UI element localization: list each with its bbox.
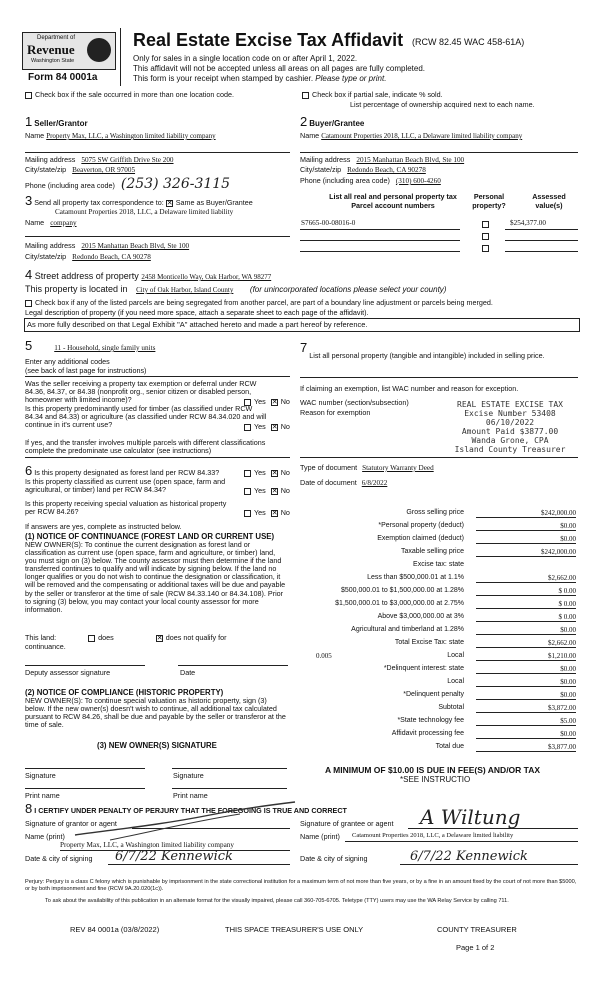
stamp-l4: Amount Paid $3877.00 — [461, 427, 559, 436]
perjury-note: Perjury: Perjury is a class C felony which is punishable by imprisonment in the state correctional institution for a maximum term of not more than five years, or by a fine in an amount fixed by the court of not more than $5000, or by both imprisonment and fine (RCW 9A.20.020(1c)). — [25, 879, 577, 892]
stamp-l2: Excise Number 53408 — [464, 409, 556, 418]
treasurer-stamp — [450, 400, 570, 454]
rcw-ref: (RCW 82.45 WAC 458-61A) — [412, 37, 525, 47]
grantor-signature-svg — [70, 800, 300, 845]
grantor-date-city[interactable]: 6/7/22 Kennewick — [115, 849, 233, 864]
seller-mailing-label: Mailing address — [25, 155, 76, 164]
section-number: 3 — [25, 193, 33, 208]
seller-mailing[interactable]: 5075 SW Griffith Drive Ste 200 — [81, 156, 174, 164]
doc-date-row — [300, 478, 387, 487]
does-not-label: does not qualify for — [165, 633, 227, 642]
tax-value[interactable]: $3,872.00 — [476, 704, 576, 713]
section-number: 6 — [25, 463, 33, 478]
buyer-mailing[interactable]: 2015 Manhattan Beach Blvd, Ste 100 — [356, 156, 465, 164]
no-checkbox[interactable]: ✕ — [271, 509, 278, 517]
assessed-value[interactable]: $254,377.00 — [510, 219, 546, 227]
located-note: (for unincorporated locations please select your county) — [249, 285, 447, 294]
buyer-city[interactable]: Redondo Beach, CA 90278 — [347, 166, 426, 174]
certify-text: I CERTIFY UNDER PENALTY OF PERJURY THAT THE FOREGOING IS TRUE AND CORRECT — [34, 806, 347, 815]
tax-label: $500,000.01 to $1,500,000.00 at 1.28% — [341, 587, 464, 594]
legal-label: Legal description of property (if you need more space, attach a separate sheet to each page of the affidavit). — [25, 308, 369, 317]
s6-q1-answer[interactable] — [244, 468, 290, 477]
personal-property-checkbox-3[interactable] — [482, 243, 492, 252]
buyer-mailing-label: Mailing address — [300, 155, 351, 164]
partial-sale-sub: List percentage of ownership acquired next to each name. — [350, 100, 535, 109]
grantor-name-print[interactable]: Property Max, LLC, a Washington limited liability company — [60, 841, 234, 849]
corr-mailing[interactable]: 2015 Manhattan Beach Blvd, Ste 100 — [81, 242, 190, 250]
legal-description[interactable] — [24, 318, 580, 332]
no-checkbox[interactable]: ✕ — [271, 398, 278, 406]
new-owner-sig-heading: (3) NEW OWNER(S) SIGNATURE — [97, 741, 217, 750]
doc-date[interactable]: 6/8/2022 — [361, 479, 388, 487]
legal-value: As more fully described on that Legal Exhibit "A" attached hereto and made a part hereof by reference. — [27, 320, 368, 329]
tax-value[interactable]: $242,000.00 — [476, 509, 576, 518]
tax-value[interactable]: $0.00 — [476, 678, 576, 687]
parcel-col2 — [466, 192, 512, 210]
tax-row-delinq-pen — [300, 691, 576, 702]
tax-value[interactable]: $1,210.00 — [476, 652, 576, 661]
parcel-col1-b: Parcel account numbers — [351, 201, 435, 210]
stamp-l5: Wanda Grone, CPA — [471, 436, 549, 445]
checkbox-icon — [302, 92, 309, 99]
parcel-col2-b: property? — [472, 201, 506, 210]
tax-label: Excise tax: state — [413, 561, 464, 568]
s5-q2: Is this property predominantly used for timber (as classified under RCW 84.34 and 84.33) or agriculture (as classified under RCW 84.34.020 and will continue in it's current use? — [25, 404, 267, 429]
tax-value[interactable]: $ 0.00 — [476, 587, 576, 596]
corr-city-row — [25, 252, 151, 261]
tax-row-delinq-state — [300, 665, 576, 676]
header-line1: Only for sales in a single location code on or after April 1, 2022. — [133, 54, 358, 63]
seller-phone-row — [25, 176, 230, 192]
no-label: No — [280, 397, 290, 406]
stamp-l3: 06/10/2022 — [485, 418, 535, 427]
tax-value[interactable]: $2,662.00 — [476, 574, 576, 583]
tax-label: Taxable selling price — [400, 548, 464, 555]
tax-label: *Delinquent penalty — [403, 691, 464, 698]
section-number: 4 — [25, 267, 33, 282]
parcel-col1-a: List all real and personal property tax — [329, 192, 457, 201]
tax-row-t3 — [300, 600, 576, 611]
buyer-heading-text: Buyer/Grantee — [309, 119, 365, 128]
corr-name[interactable]: company — [50, 219, 77, 227]
parcel-col1 — [318, 192, 468, 210]
this-land-row — [25, 633, 227, 642]
yes-label: Yes — [254, 508, 266, 517]
doc-type-label: Type of document — [300, 463, 358, 472]
tax-label: Less than $500,000.01 at 1.1% — [367, 574, 464, 581]
corr-name-line1: Catamount Properties 2018, LLC, a Delaware limited liability — [55, 208, 234, 216]
does-checkbox[interactable] — [88, 635, 95, 642]
section-number: 8 — [25, 801, 33, 816]
checkbox-icon — [482, 221, 489, 228]
yes-checkbox[interactable] — [244, 470, 251, 477]
grantee-date-label: Date & city of signing — [300, 854, 368, 863]
corr-name-label: Name — [25, 218, 45, 227]
tax-row-t4 — [300, 613, 576, 624]
parcel-col3 — [520, 192, 578, 210]
s7-label: List all personal property (tangible and intangible) included in selling price. — [309, 351, 545, 360]
grantor-signature-drawing[interactable] — [70, 800, 300, 847]
tax-label: Subtotal — [438, 704, 464, 711]
tax-value[interactable]: $0.00 — [476, 535, 576, 544]
tax-value[interactable]: $0.00 — [476, 522, 576, 531]
grantor-name-label: Name (print) — [25, 832, 65, 841]
s6-q3-answer[interactable] — [244, 508, 290, 517]
section-number: 2 — [300, 114, 308, 129]
s6-q2-answer[interactable] — [244, 486, 290, 495]
s5-q3: If yes, and the transfer involves multiple parcels with different classifications complete the predominate use calculator (see instructions) — [25, 438, 266, 455]
s7-row — [300, 340, 545, 360]
corr-mailing-row — [25, 241, 189, 250]
wac-label: WAC number (section/subsection) — [300, 398, 409, 407]
header-line3-b: Please type or print. — [315, 74, 387, 83]
tax-label: *Personal property (deduct) — [378, 522, 464, 529]
personal-property-checkbox[interactable] — [482, 219, 492, 228]
tax-row-personal — [300, 522, 576, 533]
minimum-due: A MINIMUM OF $10.00 IS DUE IN FEE(S) AND/OR TAX — [325, 765, 541, 775]
see-instructions: *SEE INSTRUCTIO — [400, 775, 471, 784]
parcel-number[interactable]: S7665-00-08016-0 — [301, 219, 356, 227]
segregation-check[interactable] — [25, 298, 493, 307]
yes-checkbox[interactable] — [244, 488, 251, 495]
availability-note: To ask about the availability of this publication in an alternate format for the visually impaired, please call 360-705-6705. Teletype (TTY) users may use the WA Relay Service by calling 711. — [45, 898, 509, 904]
partial-sale-check[interactable] — [302, 90, 443, 99]
tax-row-gross — [300, 509, 576, 520]
corr-name-row — [25, 218, 77, 227]
grantee-sig-label: Signature of grantee or agent — [300, 819, 394, 828]
s5-q1: Was the seller receiving a property tax exemption or deferral under RCW 84.36, 84.37, or 84.38 (nonprofit org., senior citizen or disabled person, homeowner with limited income)? — [25, 379, 257, 404]
tax-row-subtotal — [300, 704, 576, 715]
section-number: 7 — [300, 340, 308, 355]
doc-type[interactable]: Statutory Warranty Deed — [362, 464, 434, 472]
tax-label: Local — [447, 678, 464, 685]
notice1-title: (1) NOTICE OF CONTINUANCE (FOREST LAND OR CURRENT USE) — [25, 532, 275, 541]
checkbox-icon — [482, 233, 489, 240]
located-label: This property is located in — [25, 284, 128, 294]
continuance-label: continuance. — [25, 642, 66, 651]
treasurer-space: THIS SPACE TREASURER'S USE ONLY — [225, 925, 364, 934]
grantee-signature[interactable]: A Wiltung — [420, 805, 521, 829]
checkbox-icon — [25, 300, 32, 307]
buyer-phone[interactable]: (310) 600-4260 — [395, 177, 441, 185]
doc-type-row — [300, 463, 434, 472]
reason-label: Reason for exemption — [300, 408, 371, 417]
segregation-label: Check box if any of the listed parcels are being segregated from another parcel, are part of a boundary line adjustment or parcels being merged. — [35, 298, 493, 307]
tax-label: Affidavit processing fee — [391, 730, 464, 737]
page-number: Page 1 of 2 — [456, 943, 495, 952]
tax-row-t1 — [300, 574, 576, 585]
grantee-date-city[interactable]: 6/7/22 Kennewick — [410, 849, 528, 864]
tax-label: Agricultural and timberland at 1.28% — [351, 626, 464, 633]
no-checkbox[interactable]: ✕ — [271, 423, 278, 431]
grantor-date-label: Date & city of signing — [25, 854, 93, 863]
tax-label: $1,500,000.01 to $3,000,000.00 at 2.75% — [335, 600, 464, 607]
seller-heading — [25, 114, 88, 129]
parcel-col2-a: Personal — [473, 192, 505, 201]
logo-top: Department of — [37, 35, 76, 41]
parcel-col3-b: value(s) — [535, 201, 563, 210]
dor-logo — [22, 32, 116, 70]
buyer-city-label: City/state/zip — [300, 165, 342, 174]
located-row — [25, 284, 446, 294]
exemption-label: If claiming an exemption, list WAC number and reason for exception. — [300, 384, 519, 393]
correspondence-label: Send all property tax correspondence to: — [34, 198, 164, 207]
does-label: does — [98, 633, 114, 642]
notice1-text: NEW OWNER(S): To continue the current designation as forest land or classification as current use (open space, farm and agriculture, or timber) land, you must sign on (3) below. The county assessor must then determine if the land transferred continues to qualify and will indicate by signing below. If the land no longer qualifies or you do not wish to continue the designation or classification, it will be removed and the compensating or additional taxes will be due and payable by the seller or transferor at the time of sale (RCW 84.33.140 or 84.34.108). Prior to signing (3) below, you may contact your local county assessor for more information. — [25, 540, 286, 614]
seller-city-label: City/state/zip — [25, 165, 67, 174]
yes-checkbox[interactable] — [244, 424, 251, 431]
s6-note: If answers are yes, complete as instructed below. — [25, 522, 182, 531]
owner-sig-label: Signature — [25, 771, 56, 780]
buyer-phone-label: Phone (including area code) — [300, 176, 390, 185]
yes-label: Yes — [254, 422, 266, 431]
section-number: 1 — [25, 114, 33, 129]
owner-print-label-2: Print name — [173, 791, 208, 800]
yes-label: Yes — [254, 397, 266, 406]
s6-q3: Is this property receiving special valuation as historical property per RCW 84.26? — [25, 499, 227, 516]
stamp-l6: Island County Treasurer — [454, 445, 566, 454]
no-checkbox[interactable]: ✕ — [271, 487, 278, 495]
deputy-date-label: Date — [180, 668, 196, 677]
buyer-heading — [300, 114, 364, 129]
buyer-mailing-row — [300, 155, 464, 164]
tax-row-exempt — [300, 535, 576, 546]
tax-label: Local — [447, 652, 464, 659]
buyer-name-row — [300, 131, 580, 140]
seller-phone-label: Phone (including area code) — [25, 181, 115, 190]
s5-q2-answer[interactable] — [244, 422, 290, 431]
no-label: No — [280, 508, 290, 517]
corr-city[interactable]: Redondo Beach, CA 90278 — [72, 253, 151, 261]
tax-value[interactable]: $0.00 — [476, 626, 576, 635]
does-not-checkbox[interactable]: ✕ — [156, 634, 163, 642]
tax-label: Above $3,000,000.00 at 3% — [377, 613, 464, 620]
no-label: No — [280, 468, 290, 477]
tax-value[interactable]: $5.00 — [476, 717, 576, 726]
tax-row-ag — [300, 626, 576, 637]
seller-name-label: Name — [25, 131, 45, 140]
street-address[interactable]: 2458 Monticello Way, Oak Harbor, WA 98277 — [141, 273, 272, 281]
local-rate[interactable]: 0.005 — [316, 652, 332, 660]
tax-label: *State technology fee — [397, 717, 464, 724]
tax-value[interactable]: $0.00 — [476, 691, 576, 700]
correspondence-row — [25, 193, 253, 208]
parcel-col3-a: Assessed — [532, 192, 566, 201]
addl-codes-label: Enter any additional codes — [25, 357, 110, 366]
notice2-text: NEW OWNER(S): To continue special valuation as historic property, sign (3) below. If the new owner(s) doesn't wish to continue, all additional tax calculated pursuant to RCW 84.26, shall be due and payable by the seller or transferor at the time of sale. — [25, 696, 286, 730]
doc-date-label: Date of document — [300, 478, 357, 487]
tax-row-state — [300, 561, 576, 572]
tax-value[interactable]: $0.00 — [476, 665, 576, 674]
logo-emblem-icon — [87, 38, 111, 62]
header-line2: This affidavit will not be accepted unless all areas on all pages are fully completed. — [133, 64, 426, 73]
tax-label: Total Excise Tax: state — [394, 639, 464, 646]
use-code-row — [25, 338, 155, 353]
s6-q1: Is this property designated as forest land per RCW 84.33? — [34, 468, 220, 477]
corr-mailing-label: Mailing address — [25, 241, 76, 250]
stamp-l1: REAL ESTATE EXCISE TAX — [457, 400, 563, 409]
s6-q2: Is this property classified as current use (open space, farm and agricultural, or timber) land per RCW 84.34? — [25, 477, 226, 494]
seller-mailing-row — [25, 155, 174, 164]
seller-name[interactable]: Property Max, LLC, a Washington limited liability company — [46, 132, 216, 140]
street-row — [25, 267, 271, 282]
owner-print-label: Print name — [25, 791, 60, 800]
yes-label: Yes — [254, 468, 266, 477]
buyer-name-label: Name — [300, 131, 320, 140]
checkbox-icon — [482, 245, 489, 252]
tax-label: Exemption claimed (deduct) — [377, 535, 464, 542]
checkbox-icon — [25, 92, 32, 99]
rev-number: REV 84 0001a (03/8/2022) — [70, 925, 160, 934]
tax-row-afp — [300, 730, 576, 741]
deputy-sig-label: Deputy assessor signature — [25, 668, 111, 677]
seller-heading-text: Seller/Grantor — [34, 119, 88, 128]
tax-row-local — [300, 652, 576, 663]
tax-row-tech — [300, 717, 576, 728]
this-land-label: This land: — [25, 633, 57, 642]
header-line3 — [133, 74, 386, 83]
logo-main: Revenue — [27, 42, 75, 57]
located-value[interactable]: City of Oak Harbor, Island County — [136, 286, 234, 294]
street-label: Street address of property — [34, 271, 139, 281]
corr-city-label: City/state/zip — [25, 252, 67, 261]
tax-row-total — [300, 743, 576, 754]
grantee-name-print[interactable]: Catamount Properties 2018, LLC, a Delaware limited liability — [352, 832, 514, 839]
tax-value[interactable]: $3,877.00 — [476, 743, 576, 752]
yes-checkbox[interactable] — [244, 510, 251, 517]
header-line3-a: This form is your receipt when stamped by cashier. — [133, 74, 316, 83]
tax-row-taxable — [300, 548, 576, 559]
form-number: Form 84 0001a — [28, 72, 98, 83]
notice2-title: (2) NOTICE OF COMPLIANCE (HISTORIC PROPERTY) — [25, 688, 224, 697]
seller-city-row — [25, 165, 135, 174]
grantor-sig-label: Signature of grantor or agent — [25, 819, 117, 828]
tax-label: *Delinquent interest: state — [383, 665, 464, 672]
multi-location-label: Check box if the sale occurred in more than one location code. — [35, 90, 234, 99]
seller-name-row — [25, 131, 290, 140]
tax-row-t2 — [300, 587, 576, 598]
page-title: Real Estate Excise Tax Affidavit — [133, 30, 404, 50]
tax-row-delinq-local — [300, 678, 576, 689]
tax-value[interactable]: $ 0.00 — [476, 613, 576, 622]
seller-phone[interactable]: (253) 326-3115 — [120, 176, 231, 192]
personal-property-checkbox-2[interactable] — [482, 231, 492, 240]
tax-label: Total due — [435, 743, 464, 750]
section-number: 5 — [25, 338, 33, 353]
seller-city[interactable]: Beaverton, OR 97005 — [72, 166, 136, 174]
use-code[interactable]: 11 - Household, single family units — [54, 344, 156, 352]
no-label: No — [280, 422, 290, 431]
partial-sale-label: Check box if partial sale, indicate % sold. — [312, 90, 443, 99]
same-as-buyer-checkbox[interactable]: ✕ — [166, 199, 173, 207]
buyer-city-row — [300, 165, 426, 174]
no-checkbox[interactable]: ✕ — [271, 469, 278, 477]
yes-label: Yes — [254, 486, 266, 495]
no-label: No — [280, 486, 290, 495]
tax-value[interactable]: $ 0.00 — [476, 600, 576, 609]
tax-value[interactable]: $2,662.00 — [476, 639, 576, 648]
logo-sub: Washington State — [31, 58, 75, 64]
s6-q1-row — [25, 463, 219, 478]
owner-sig-label-2: Signature — [173, 771, 204, 780]
same-as-label: Same as Buyer/Grantee — [175, 198, 253, 207]
multi-location-check[interactable] — [25, 90, 234, 99]
tax-label: Gross selling price — [406, 509, 464, 516]
addl-codes-sub: (see back of last page for instructions) — [25, 366, 147, 375]
tax-row-total-state — [300, 639, 576, 650]
county-treasurer: COUNTY TREASURER — [437, 925, 517, 934]
grantee-name-label: Name (print) — [300, 832, 340, 841]
buyer-name[interactable]: Catamount Properties 2018, LLC, a Delaware limited liability company — [321, 132, 523, 140]
tax-value[interactable]: $0.00 — [476, 730, 576, 739]
tax-value[interactable]: $242,000.00 — [476, 548, 576, 557]
buyer-phone-row — [300, 176, 441, 185]
